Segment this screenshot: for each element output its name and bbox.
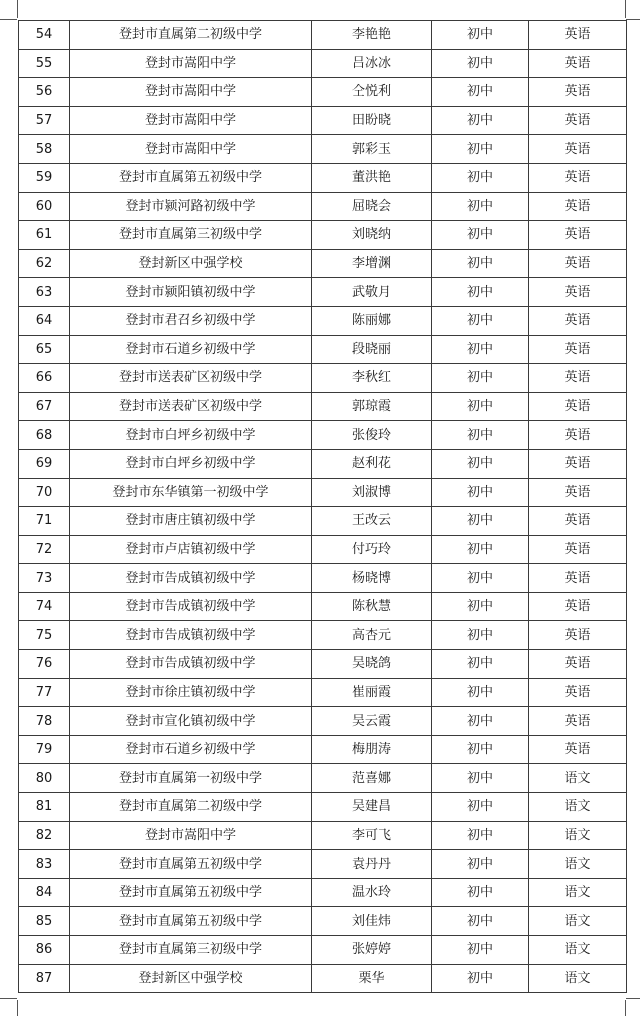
subject-cell: 英语 — [529, 249, 627, 278]
school-cell: 登封市直属第五初级中学 — [70, 907, 312, 936]
teacher-name-cell: 吕冰冰 — [312, 49, 432, 78]
school-cell: 登封市嵩阳中学 — [70, 106, 312, 135]
subject-cell: 英语 — [529, 49, 627, 78]
subject-cell: 语文 — [529, 793, 627, 822]
row-number-cell: 71 — [19, 507, 70, 536]
row-number-cell: 59 — [19, 163, 70, 192]
subject-cell: 语文 — [529, 907, 627, 936]
teacher-name-cell: 张俊玲 — [312, 421, 432, 450]
row-number-cell: 85 — [19, 907, 70, 936]
crop-mark-top-left-h — [0, 19, 17, 20]
school-cell: 登封市直属第三初级中学 — [70, 936, 312, 965]
subject-cell: 英语 — [529, 735, 627, 764]
teacher-name-cell: 赵利花 — [312, 449, 432, 478]
row-number-cell: 81 — [19, 793, 70, 822]
school-cell: 登封市告成镇初级中学 — [70, 592, 312, 621]
subject-cell: 英语 — [529, 592, 627, 621]
subject-cell: 英语 — [529, 135, 627, 164]
table-row — [19, 306, 627, 335]
school-cell: 登封市直属第五初级中学 — [70, 163, 312, 192]
school-level-cell: 初中 — [432, 907, 529, 936]
table-row — [19, 192, 627, 221]
subject-cell: 英语 — [529, 449, 627, 478]
teacher-name-cell: 王改云 — [312, 507, 432, 536]
subject-cell: 英语 — [529, 564, 627, 593]
teacher-name-cell: 崔丽霞 — [312, 678, 432, 707]
table-row — [19, 106, 627, 135]
teacher-name-cell: 吴建昌 — [312, 793, 432, 822]
teacher-name-cell: 田盼晓 — [312, 106, 432, 135]
table-row — [19, 735, 627, 764]
school-cell: 登封市送表矿区初级中学 — [70, 364, 312, 393]
table-row — [19, 907, 627, 936]
teacher-name-cell: 李可飞 — [312, 821, 432, 850]
row-number-cell: 55 — [19, 49, 70, 78]
table-row — [19, 78, 627, 107]
teacher-name-cell: 吴晓鸽 — [312, 650, 432, 679]
school-cell: 登封市白坪乡初级中学 — [70, 449, 312, 478]
subject-cell: 英语 — [529, 335, 627, 364]
row-number-cell: 74 — [19, 592, 70, 621]
table-row — [19, 507, 627, 536]
school-level-cell: 初中 — [432, 535, 529, 564]
table-row — [19, 49, 627, 78]
teacher-name-cell: 屈晓会 — [312, 192, 432, 221]
school-level-cell: 初中 — [432, 707, 529, 736]
row-number-cell: 84 — [19, 878, 70, 907]
subject-cell: 语文 — [529, 850, 627, 879]
teacher-name-cell: 刘晓纳 — [312, 221, 432, 250]
school-cell: 登封市告成镇初级中学 — [70, 650, 312, 679]
subject-cell: 英语 — [529, 650, 627, 679]
row-number-cell: 86 — [19, 936, 70, 965]
subject-cell: 英语 — [529, 621, 627, 650]
row-number-cell: 70 — [19, 478, 70, 507]
subject-cell: 英语 — [529, 364, 627, 393]
table-row — [19, 478, 627, 507]
school-level-cell: 初中 — [432, 21, 529, 50]
row-number-cell: 54 — [19, 21, 70, 50]
table-row — [19, 335, 627, 364]
school-level-cell: 初中 — [432, 364, 529, 393]
table-row — [19, 421, 627, 450]
subject-cell: 英语 — [529, 707, 627, 736]
table-row — [19, 793, 627, 822]
school-cell: 登封市嵩阳中学 — [70, 49, 312, 78]
teacher-name-cell: 张婷婷 — [312, 936, 432, 965]
table-body — [19, 21, 627, 993]
row-number-cell: 67 — [19, 392, 70, 421]
school-level-cell: 初中 — [432, 106, 529, 135]
school-cell: 登封市送表矿区初级中学 — [70, 392, 312, 421]
school-level-cell: 初中 — [432, 936, 529, 965]
school-cell: 登封市石道乡初级中学 — [70, 735, 312, 764]
subject-cell: 英语 — [529, 678, 627, 707]
subject-cell: 英语 — [529, 221, 627, 250]
teacher-name-cell: 董洪艳 — [312, 163, 432, 192]
row-number-cell: 87 — [19, 964, 70, 993]
table-row — [19, 249, 627, 278]
school-cell: 登封市直属第二初级中学 — [70, 793, 312, 822]
table-row — [19, 964, 627, 993]
school-cell: 登封市直属第三初级中学 — [70, 221, 312, 250]
school-level-cell: 初中 — [432, 592, 529, 621]
school-level-cell: 初中 — [432, 678, 529, 707]
row-number-cell: 69 — [19, 449, 70, 478]
school-level-cell: 初中 — [432, 221, 529, 250]
school-level-cell: 初中 — [432, 78, 529, 107]
school-cell: 登封市唐庄镇初级中学 — [70, 507, 312, 536]
row-number-cell: 80 — [19, 764, 70, 793]
school-level-cell: 初中 — [432, 478, 529, 507]
school-cell: 登封市直属第二初级中学 — [70, 21, 312, 50]
row-number-cell: 62 — [19, 249, 70, 278]
school-level-cell: 初中 — [432, 135, 529, 164]
table-row — [19, 449, 627, 478]
school-level-cell: 初中 — [432, 192, 529, 221]
subject-cell: 英语 — [529, 478, 627, 507]
table-row — [19, 564, 627, 593]
table-row — [19, 621, 627, 650]
crop-mark-bottom-left — [17, 1000, 18, 1016]
school-level-cell: 初中 — [432, 764, 529, 793]
subject-cell: 英语 — [529, 306, 627, 335]
table-row — [19, 850, 627, 879]
school-level-cell: 初中 — [432, 564, 529, 593]
school-level-cell: 初中 — [432, 650, 529, 679]
school-cell: 登封市石道乡初级中学 — [70, 335, 312, 364]
teacher-name-cell: 段晓丽 — [312, 335, 432, 364]
subject-cell: 英语 — [529, 106, 627, 135]
row-number-cell: 66 — [19, 364, 70, 393]
teacher-name-cell: 袁丹丹 — [312, 850, 432, 879]
row-number-cell: 76 — [19, 650, 70, 679]
school-level-cell: 初中 — [432, 249, 529, 278]
school-level-cell: 初中 — [432, 278, 529, 307]
teacher-name-cell: 李增渊 — [312, 249, 432, 278]
row-number-cell: 60 — [19, 192, 70, 221]
row-number-cell: 64 — [19, 306, 70, 335]
crop-mark-top-right-h — [626, 19, 640, 20]
crop-mark-top-left — [17, 0, 18, 18]
school-cell: 登封市卢店镇初级中学 — [70, 535, 312, 564]
teacher-list-table — [18, 20, 627, 993]
teacher-name-cell: 范喜娜 — [312, 764, 432, 793]
table-row — [19, 764, 627, 793]
table-row — [19, 707, 627, 736]
teacher-name-cell: 温水玲 — [312, 878, 432, 907]
school-cell: 登封市君召乡初级中学 — [70, 306, 312, 335]
school-level-cell: 初中 — [432, 621, 529, 650]
teacher-name-cell: 仝悦利 — [312, 78, 432, 107]
school-cell: 登封市颍河路初级中学 — [70, 192, 312, 221]
table-row — [19, 592, 627, 621]
teacher-name-cell: 郭琼霞 — [312, 392, 432, 421]
school-level-cell: 初中 — [432, 392, 529, 421]
school-level-cell: 初中 — [432, 163, 529, 192]
subject-cell: 语文 — [529, 878, 627, 907]
row-number-cell: 63 — [19, 278, 70, 307]
subject-cell: 英语 — [529, 78, 627, 107]
school-cell: 登封市告成镇初级中学 — [70, 564, 312, 593]
crop-mark-top-right — [625, 0, 626, 18]
row-number-cell: 57 — [19, 106, 70, 135]
school-level-cell: 初中 — [432, 878, 529, 907]
teacher-name-cell: 郭彩玉 — [312, 135, 432, 164]
teacher-name-cell: 陈丽娜 — [312, 306, 432, 335]
row-number-cell: 65 — [19, 335, 70, 364]
school-cell: 登封新区中强学校 — [70, 964, 312, 993]
table-row — [19, 650, 627, 679]
subject-cell: 语文 — [529, 821, 627, 850]
school-level-cell: 初中 — [432, 507, 529, 536]
teacher-name-cell: 杨晓博 — [312, 564, 432, 593]
teacher-name-cell: 付巧玲 — [312, 535, 432, 564]
teacher-name-cell: 李艳艳 — [312, 21, 432, 50]
subject-cell: 语文 — [529, 936, 627, 965]
table-row — [19, 364, 627, 393]
school-cell: 登封市直属第一初级中学 — [70, 764, 312, 793]
table-row — [19, 535, 627, 564]
table-row — [19, 221, 627, 250]
row-number-cell: 83 — [19, 850, 70, 879]
school-cell: 登封市徐庄镇初级中学 — [70, 678, 312, 707]
school-level-cell: 初中 — [432, 735, 529, 764]
row-number-cell: 58 — [19, 135, 70, 164]
table-row — [19, 678, 627, 707]
school-level-cell: 初中 — [432, 49, 529, 78]
table-row — [19, 392, 627, 421]
row-number-cell: 61 — [19, 221, 70, 250]
school-cell: 登封市嵩阳中学 — [70, 821, 312, 850]
table-row — [19, 135, 627, 164]
crop-mark-bottom-left-h — [0, 998, 17, 999]
subject-cell: 英语 — [529, 535, 627, 564]
row-number-cell: 73 — [19, 564, 70, 593]
school-level-cell: 初中 — [432, 421, 529, 450]
teacher-name-cell: 武敬月 — [312, 278, 432, 307]
school-level-cell: 初中 — [432, 821, 529, 850]
subject-cell: 英语 — [529, 192, 627, 221]
school-level-cell: 初中 — [432, 306, 529, 335]
row-number-cell: 56 — [19, 78, 70, 107]
subject-cell: 英语 — [529, 421, 627, 450]
school-cell: 登封市颍阳镇初级中学 — [70, 278, 312, 307]
table-row — [19, 821, 627, 850]
school-cell: 登封市白坪乡初级中学 — [70, 421, 312, 450]
table-row — [19, 878, 627, 907]
school-cell: 登封市告成镇初级中学 — [70, 621, 312, 650]
teacher-name-cell: 刘淑博 — [312, 478, 432, 507]
school-level-cell: 初中 — [432, 850, 529, 879]
teacher-name-cell: 梅朋涛 — [312, 735, 432, 764]
subject-cell: 英语 — [529, 392, 627, 421]
row-number-cell: 68 — [19, 421, 70, 450]
crop-mark-bottom-right-h — [626, 998, 640, 999]
school-cell: 登封市宣化镇初级中学 — [70, 707, 312, 736]
table-row — [19, 936, 627, 965]
subject-cell: 英语 — [529, 278, 627, 307]
school-cell: 登封市直属第五初级中学 — [70, 850, 312, 879]
row-number-cell: 77 — [19, 678, 70, 707]
teacher-name-cell: 栗华 — [312, 964, 432, 993]
school-cell: 登封新区中强学校 — [70, 249, 312, 278]
table-row — [19, 163, 627, 192]
school-cell: 登封市直属第五初级中学 — [70, 878, 312, 907]
teacher-name-cell: 吴云霞 — [312, 707, 432, 736]
row-number-cell: 82 — [19, 821, 70, 850]
school-cell: 登封市东华镇第一初级中学 — [70, 478, 312, 507]
row-number-cell: 75 — [19, 621, 70, 650]
subject-cell: 语文 — [529, 964, 627, 993]
school-level-cell: 初中 — [432, 793, 529, 822]
subject-cell: 英语 — [529, 163, 627, 192]
row-number-cell: 78 — [19, 707, 70, 736]
table-row — [19, 278, 627, 307]
subject-cell: 英语 — [529, 507, 627, 536]
table-row — [19, 21, 627, 50]
subject-cell: 语文 — [529, 764, 627, 793]
school-level-cell: 初中 — [432, 964, 529, 993]
subject-cell: 英语 — [529, 21, 627, 50]
crop-mark-bottom-right — [625, 1000, 626, 1016]
school-cell: 登封市嵩阳中学 — [70, 135, 312, 164]
teacher-name-cell: 陈秋慧 — [312, 592, 432, 621]
school-level-cell: 初中 — [432, 449, 529, 478]
teacher-name-cell: 刘佳炜 — [312, 907, 432, 936]
row-number-cell: 72 — [19, 535, 70, 564]
school-level-cell: 初中 — [432, 335, 529, 364]
row-number-cell: 79 — [19, 735, 70, 764]
teacher-name-cell: 高杏元 — [312, 621, 432, 650]
teacher-name-cell: 李秋红 — [312, 364, 432, 393]
school-cell: 登封市嵩阳中学 — [70, 78, 312, 107]
